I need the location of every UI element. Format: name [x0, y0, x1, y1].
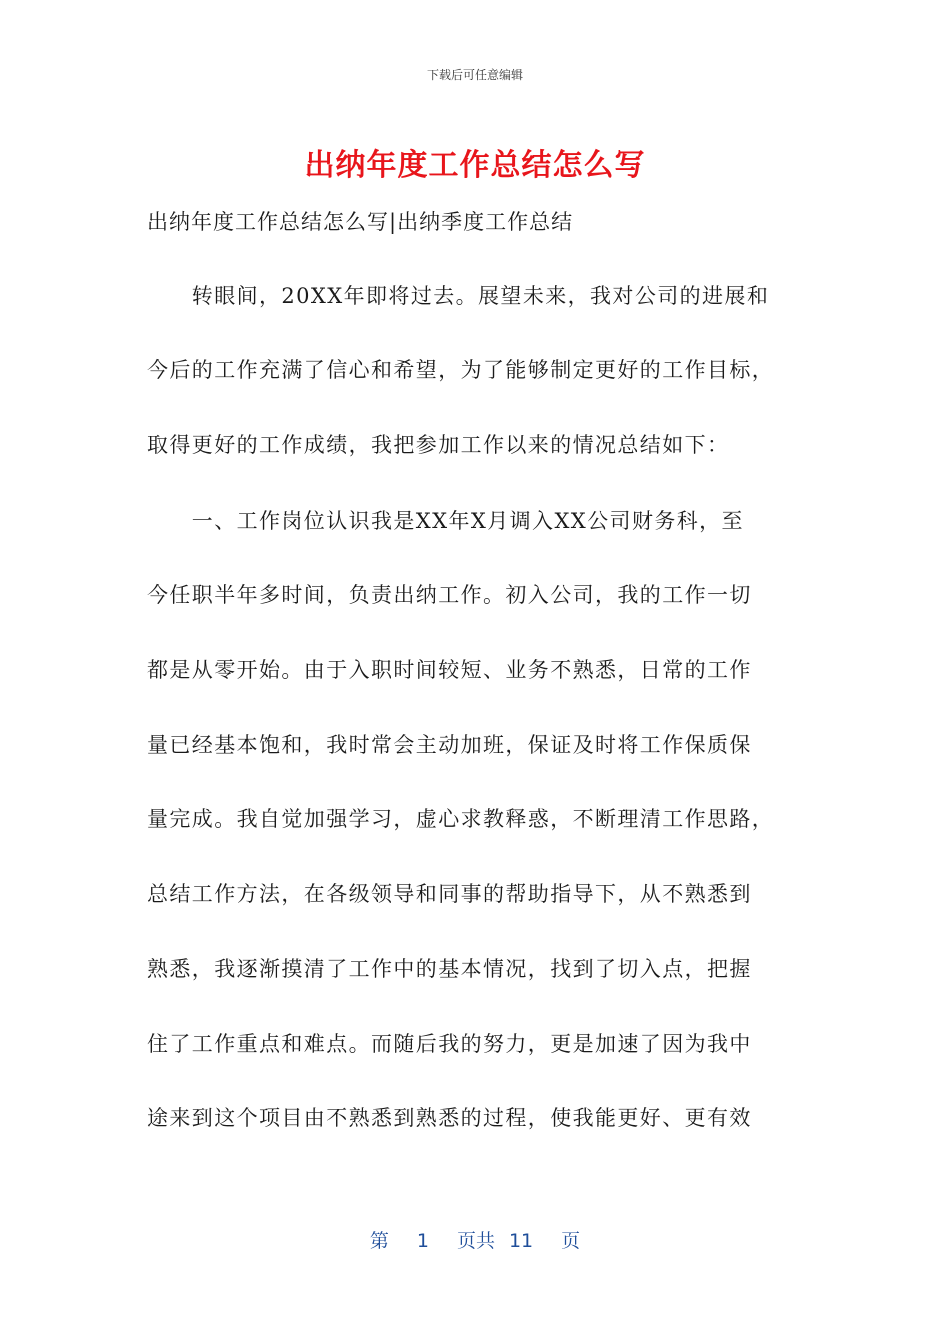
- body-line: 一、工作岗位认识我是XX年X月调入XX公司财务科，至: [147, 509, 744, 533]
- body-line: 途来到这个项目由不熟悉到熟悉的过程，使我能更好、更有效: [147, 1106, 752, 1130]
- header-note: 下载后可任意编辑: [426, 68, 523, 82]
- body-line: 取得更好的工作成绩，我把参加工作以来的情况总结如下：: [147, 433, 730, 457]
- body-line: 今任职半年多时间，负责出纳工作。初入公司，我的工作一切: [147, 583, 752, 607]
- body-line: 今后的工作充满了信心和希望，为了能够制定更好的工作目标，: [147, 358, 775, 382]
- document-title: 出纳年度工作总结怎么写: [304, 148, 646, 183]
- body-line: 住了工作重点和难点。而随后我的努力，更是加速了因为我中: [147, 1032, 752, 1056]
- footer-prefix: 第: [369, 1230, 389, 1252]
- body-line: 量完成。我自觉加强学习，虚心求教释惑，不断理清工作思路，: [147, 807, 775, 831]
- body-line: 总结工作方法，在各级领导和同事的帮助指导下，从不熟悉到: [147, 882, 752, 906]
- footer-middle: 页共: [456, 1230, 495, 1252]
- footer-suffix: 页: [561, 1230, 581, 1252]
- footer-total-pages: 11: [508, 1230, 534, 1252]
- footer-page-number: 1: [416, 1230, 429, 1252]
- body-line: 量已经基本饱和，我时常会主动加班，保证及时将工作保质保: [147, 733, 752, 757]
- body-line: 都是从零开始。由于入职时间较短、业务不熟悉，日常的工作: [147, 658, 752, 682]
- body-line: 转眼间，20XX年即将过去。展望未来，我对公司的进展和: [147, 284, 770, 308]
- body-line: 熟悉，我逐渐摸清了工作中的基本情况，找到了切入点，把握: [147, 957, 752, 981]
- page-footer: [0, 1226, 950, 1253]
- document-subtitle: 出纳年度工作总结怎么写|出纳季度工作总结: [147, 210, 574, 234]
